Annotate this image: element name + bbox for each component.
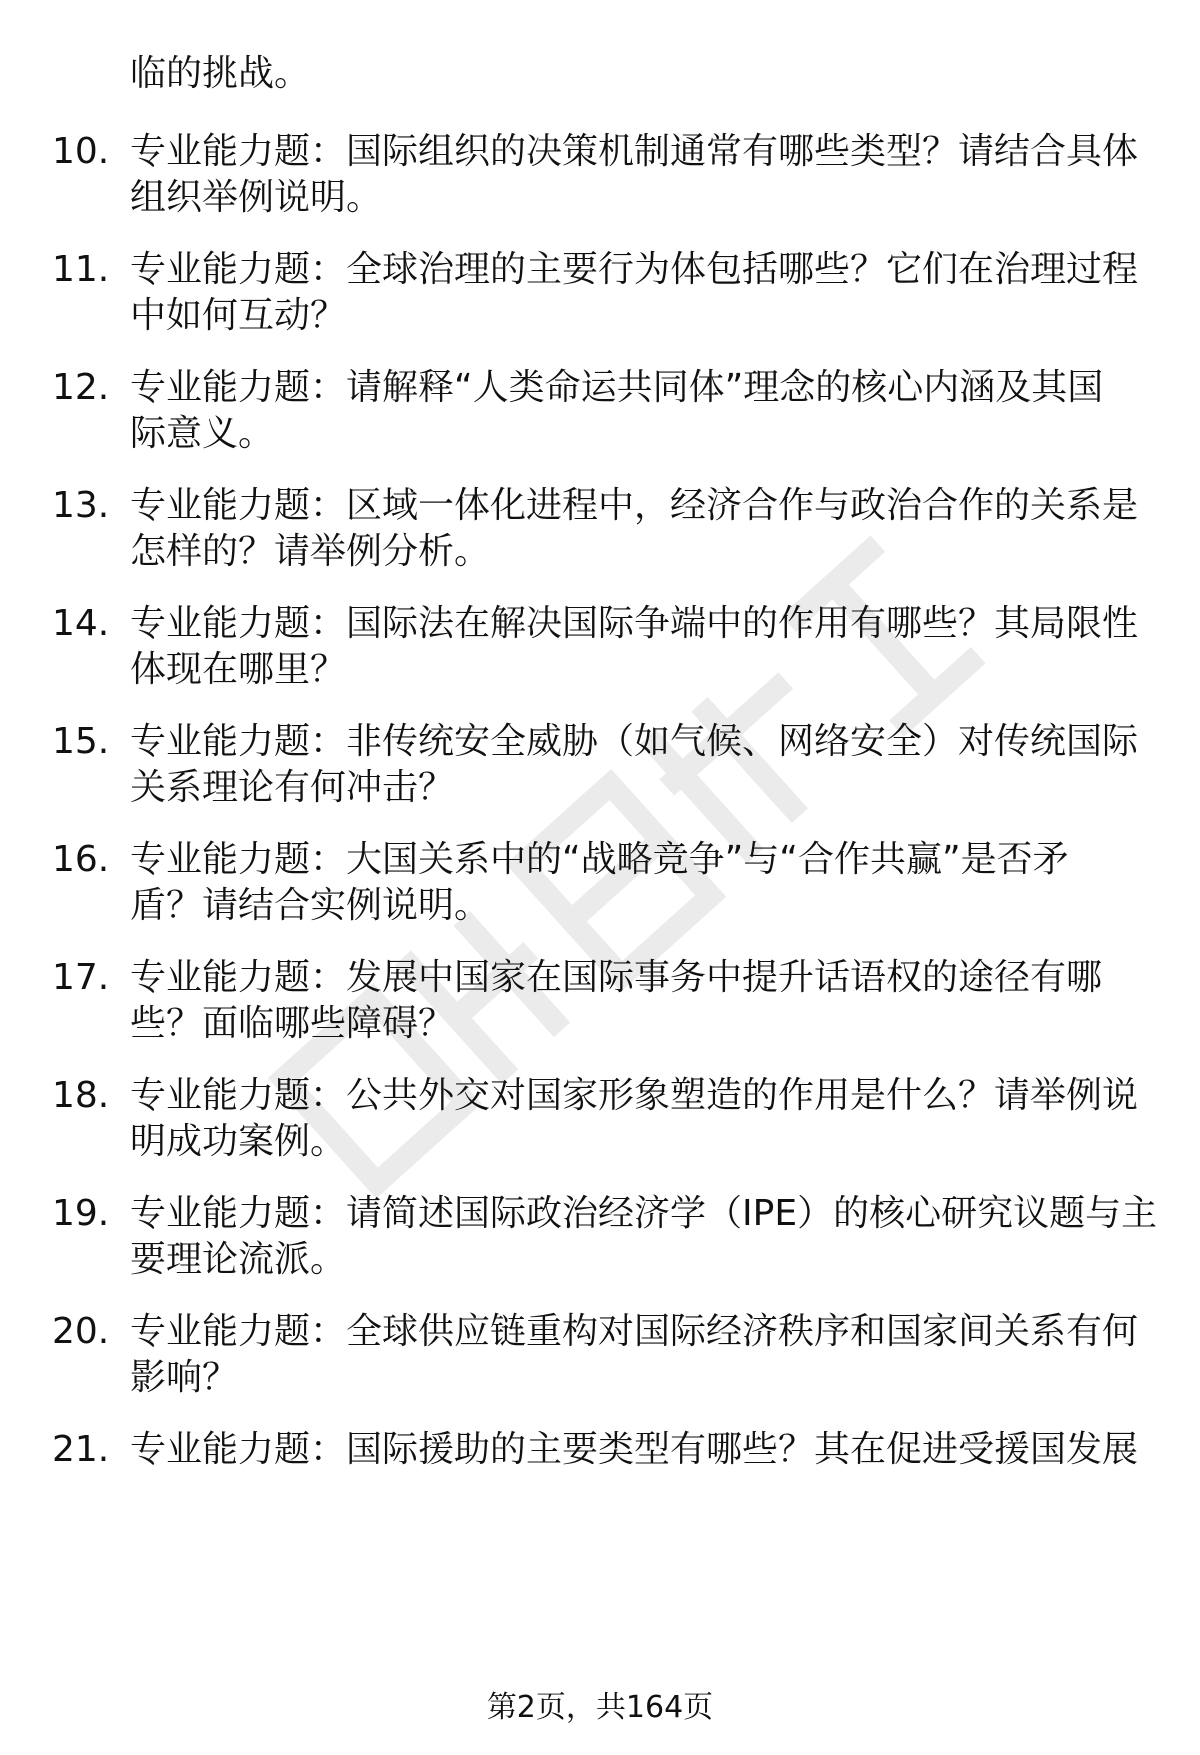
continuation-text: 临的挑战。 [130,53,311,94]
item-text-line1: 专业能力题：国际法在解决国际争端中的作用有哪些？其局限性 [130,603,1139,644]
item-text-line1: 专业能力题：全球治理的主要行为体包括哪些？它们在治理过程 [130,249,1139,290]
item-text-line1: 专业能力题：全球供应链重构对国际经济秩序和国家间关系有何 [130,1311,1139,1352]
item-number: 12. [52,367,110,408]
item-text-line2: 盾？请结合实例说明。 [130,885,491,926]
item-number: 21. [52,1429,110,1470]
item-number: 10. [52,131,110,172]
item-text-line2: 中如何互动？ [130,295,347,336]
item-number: 14. [52,603,110,644]
item-text-line1: 专业能力题：国际组织的决策机制通常有哪些类型？请结合具体 [130,131,1139,172]
item-number: 13. [52,485,110,526]
page-footer: 第2页，共164页 [486,1690,714,1725]
item-text-line2: 要理论流派。 [130,1239,347,1280]
item-number: 11. [52,249,110,290]
item-text-line1: 专业能力题：公共外交对国家形象塑造的作用是什么？请举例说 [130,1075,1139,1116]
item-text-line1: 专业能力题：国际援助的主要类型有哪些？其在促进受援国发展 [130,1429,1139,1470]
item-text-line1: 专业能力题：请简述国际政治经济学（IPE）的核心研究议题与主 [130,1193,1158,1234]
item-number: 16. [52,839,110,880]
item-text-line2: 明成功案例。 [130,1121,347,1162]
item-text-line2: 怎样的？请举例分析。 [130,531,491,572]
item-number: 20. [52,1311,110,1352]
item-text-line1: 专业能力题：发展中国家在国际事务中提升话语权的途径有哪 [130,957,1103,998]
item-number: 15. [52,721,110,762]
item-number: 19. [52,1193,110,1234]
item-text-line2: 组织举例说明。 [130,177,383,218]
item-number: 18. [52,1075,110,1116]
item-text-line1: 专业能力题：大国关系中的“战略竞争”与“合作共赢”是否矛 [130,839,1069,880]
item-text-line2: 影响？ [130,1357,239,1398]
item-text-line1: 专业能力题：非传统安全威胁（如气候、网络安全）对传统国际 [130,721,1139,762]
item-text-line2: 际意义。 [130,413,275,454]
item-text-line2: 体现在哪里？ [130,649,347,690]
item-text-line1: 专业能力题：区域一体化进程中，经济合作与政治合作的关系是 [130,485,1139,526]
item-number: 17. [52,957,110,998]
item-text-line1: 专业能力题：请解释“人类命运共同体”理念的核心内涵及其国 [130,367,1104,408]
item-text-line2: 些？面临哪些障碍？ [130,1003,455,1044]
item-text-line2: 关系理论有何冲击？ [130,767,455,808]
